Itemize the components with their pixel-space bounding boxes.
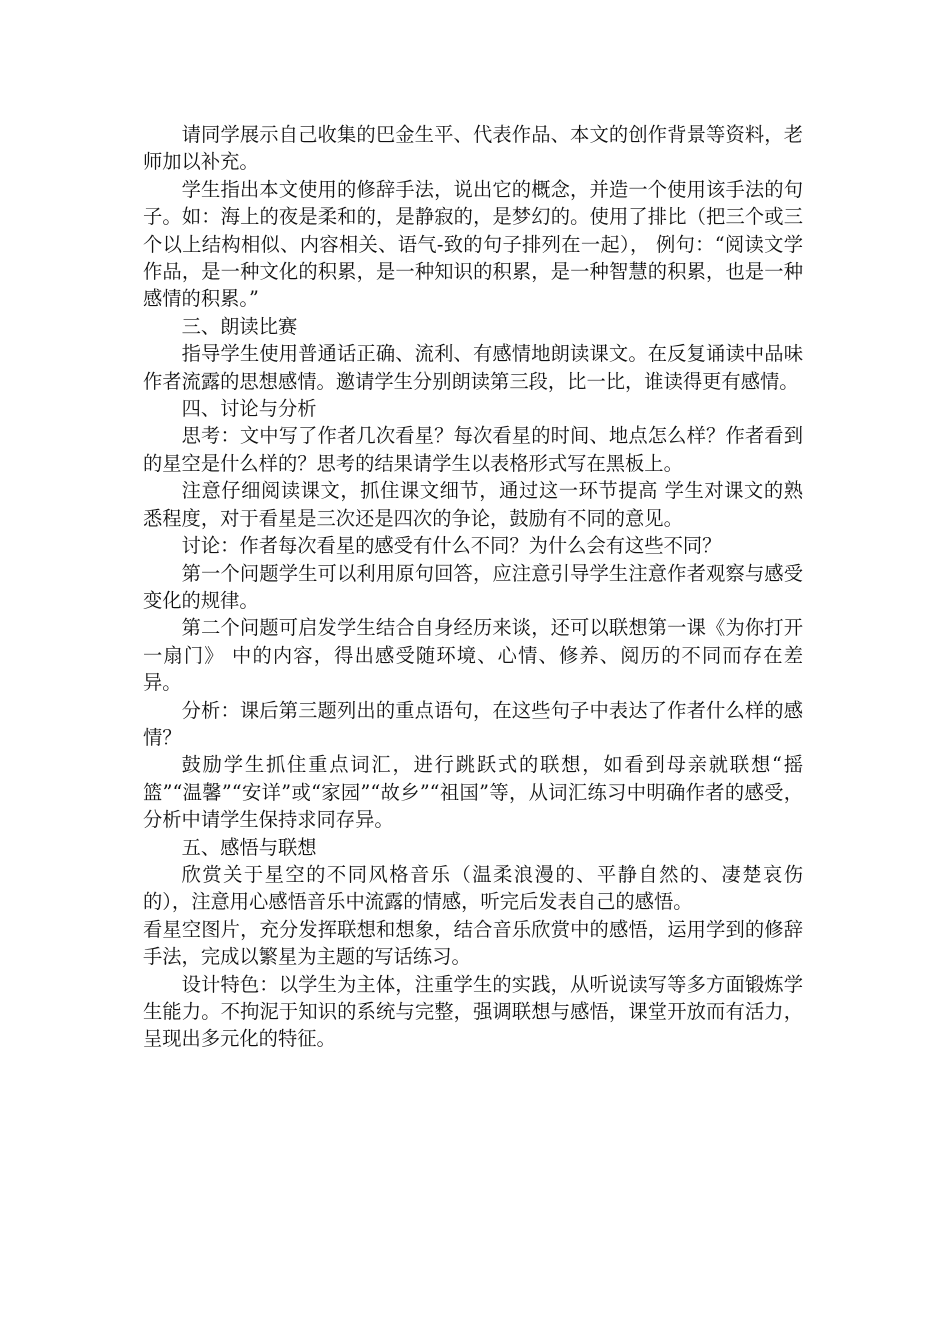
paragraph: 思考：文中写了作者几次看星？每次看星的时间、地点怎么样？作者看到的星空是什么样的？思考的结果请学生以表格形式写在黑板上。 (143, 424, 803, 475)
paragraph: 鼓励学生抓住重点词汇，进行跳跃式的联想，如看到母亲就联想“摇篮”“温馨”“安详”或“家园”“故乡”“祖国”等，从词汇练习中明确作者的感受，分析中请学生保持求同存异。 (143, 753, 803, 832)
section-heading: 四、讨论与分析 (181, 397, 317, 421)
paragraph: 指导学生使用普通话正确、流利、有感情地朗读课文。在反复诵读中品味作者流露的思想感情。邀请学生分别朗读第三段，比一比，谁读得更有感情。 (143, 342, 803, 393)
paragraph: 第一个问题学生可以利用原句回答，应注意引导学生注意作者观察与感受变化的规律。 (143, 561, 803, 612)
paragraph: 设计特色：以学生为主体，注重学生的实践，从听说读写等多方面锻炼学生能力。不拘泥于知识的系统与完整，强调联想与感悟，课堂开放而有活力，呈现出多元化的特征。 (143, 972, 803, 1051)
paragraph: 欣赏关于星空的不同风格音乐（温柔浪漫的、平静自然的、凄楚哀伤的），注意用心感悟音乐中流露的情感，听完后发表自己的感悟。 (143, 862, 803, 914)
paragraph: 注意仔细阅读课文，抓住课文细节，通过这一环节提高 学生对课文的熟悉程度，对于看星是三次还是四次的争论，鼓励有不同的意见。 (143, 479, 803, 530)
document-body (143, 121, 803, 1053)
paragraph: 看星空图片，充分发挥联想和想象，结合音乐欣赏中的感悟，运用学到的修辞手法，完成以繁星为主题的写话练习。 (143, 917, 803, 969)
paragraph: 学生指出本文使用的修辞手法，说出它的概念，并造一个使用该手法的句子。如：海上的夜是柔和的，是静寂的，是梦幻的。使用了排比（把三个或三个以上结构相似、内容相关、语气-致的句子排列在一起）， 例句：“阅读文学作品，是一种文化的积累，是一种知识的积累，是一种智慧的积累，也是一种感情的积累。” (143, 177, 803, 311)
section-heading: 五、感悟与联想 (181, 835, 317, 859)
paragraph: 第二个问题可启发学生结合自身经历来谈，还可以联想第一课《为你打开一扇门》 中的内容，得出感受随环境、心情、修养、阅历的不同而存在差异。 (143, 616, 803, 695)
paragraph: 分析：课后第三题列出的重点语句，在这些句子中表达了作者什么样的感情？ (143, 698, 803, 749)
paragraph: 请同学展示自己收集的巴金生平、代表作品、本文的创作背景等资料，老师加以补充。 (143, 123, 803, 174)
section-heading: 三、朗读比赛 (181, 314, 298, 338)
paragraph: 讨论：作者每次看星的感受有什么不同？为什么会有这些不同？ (181, 534, 722, 558)
